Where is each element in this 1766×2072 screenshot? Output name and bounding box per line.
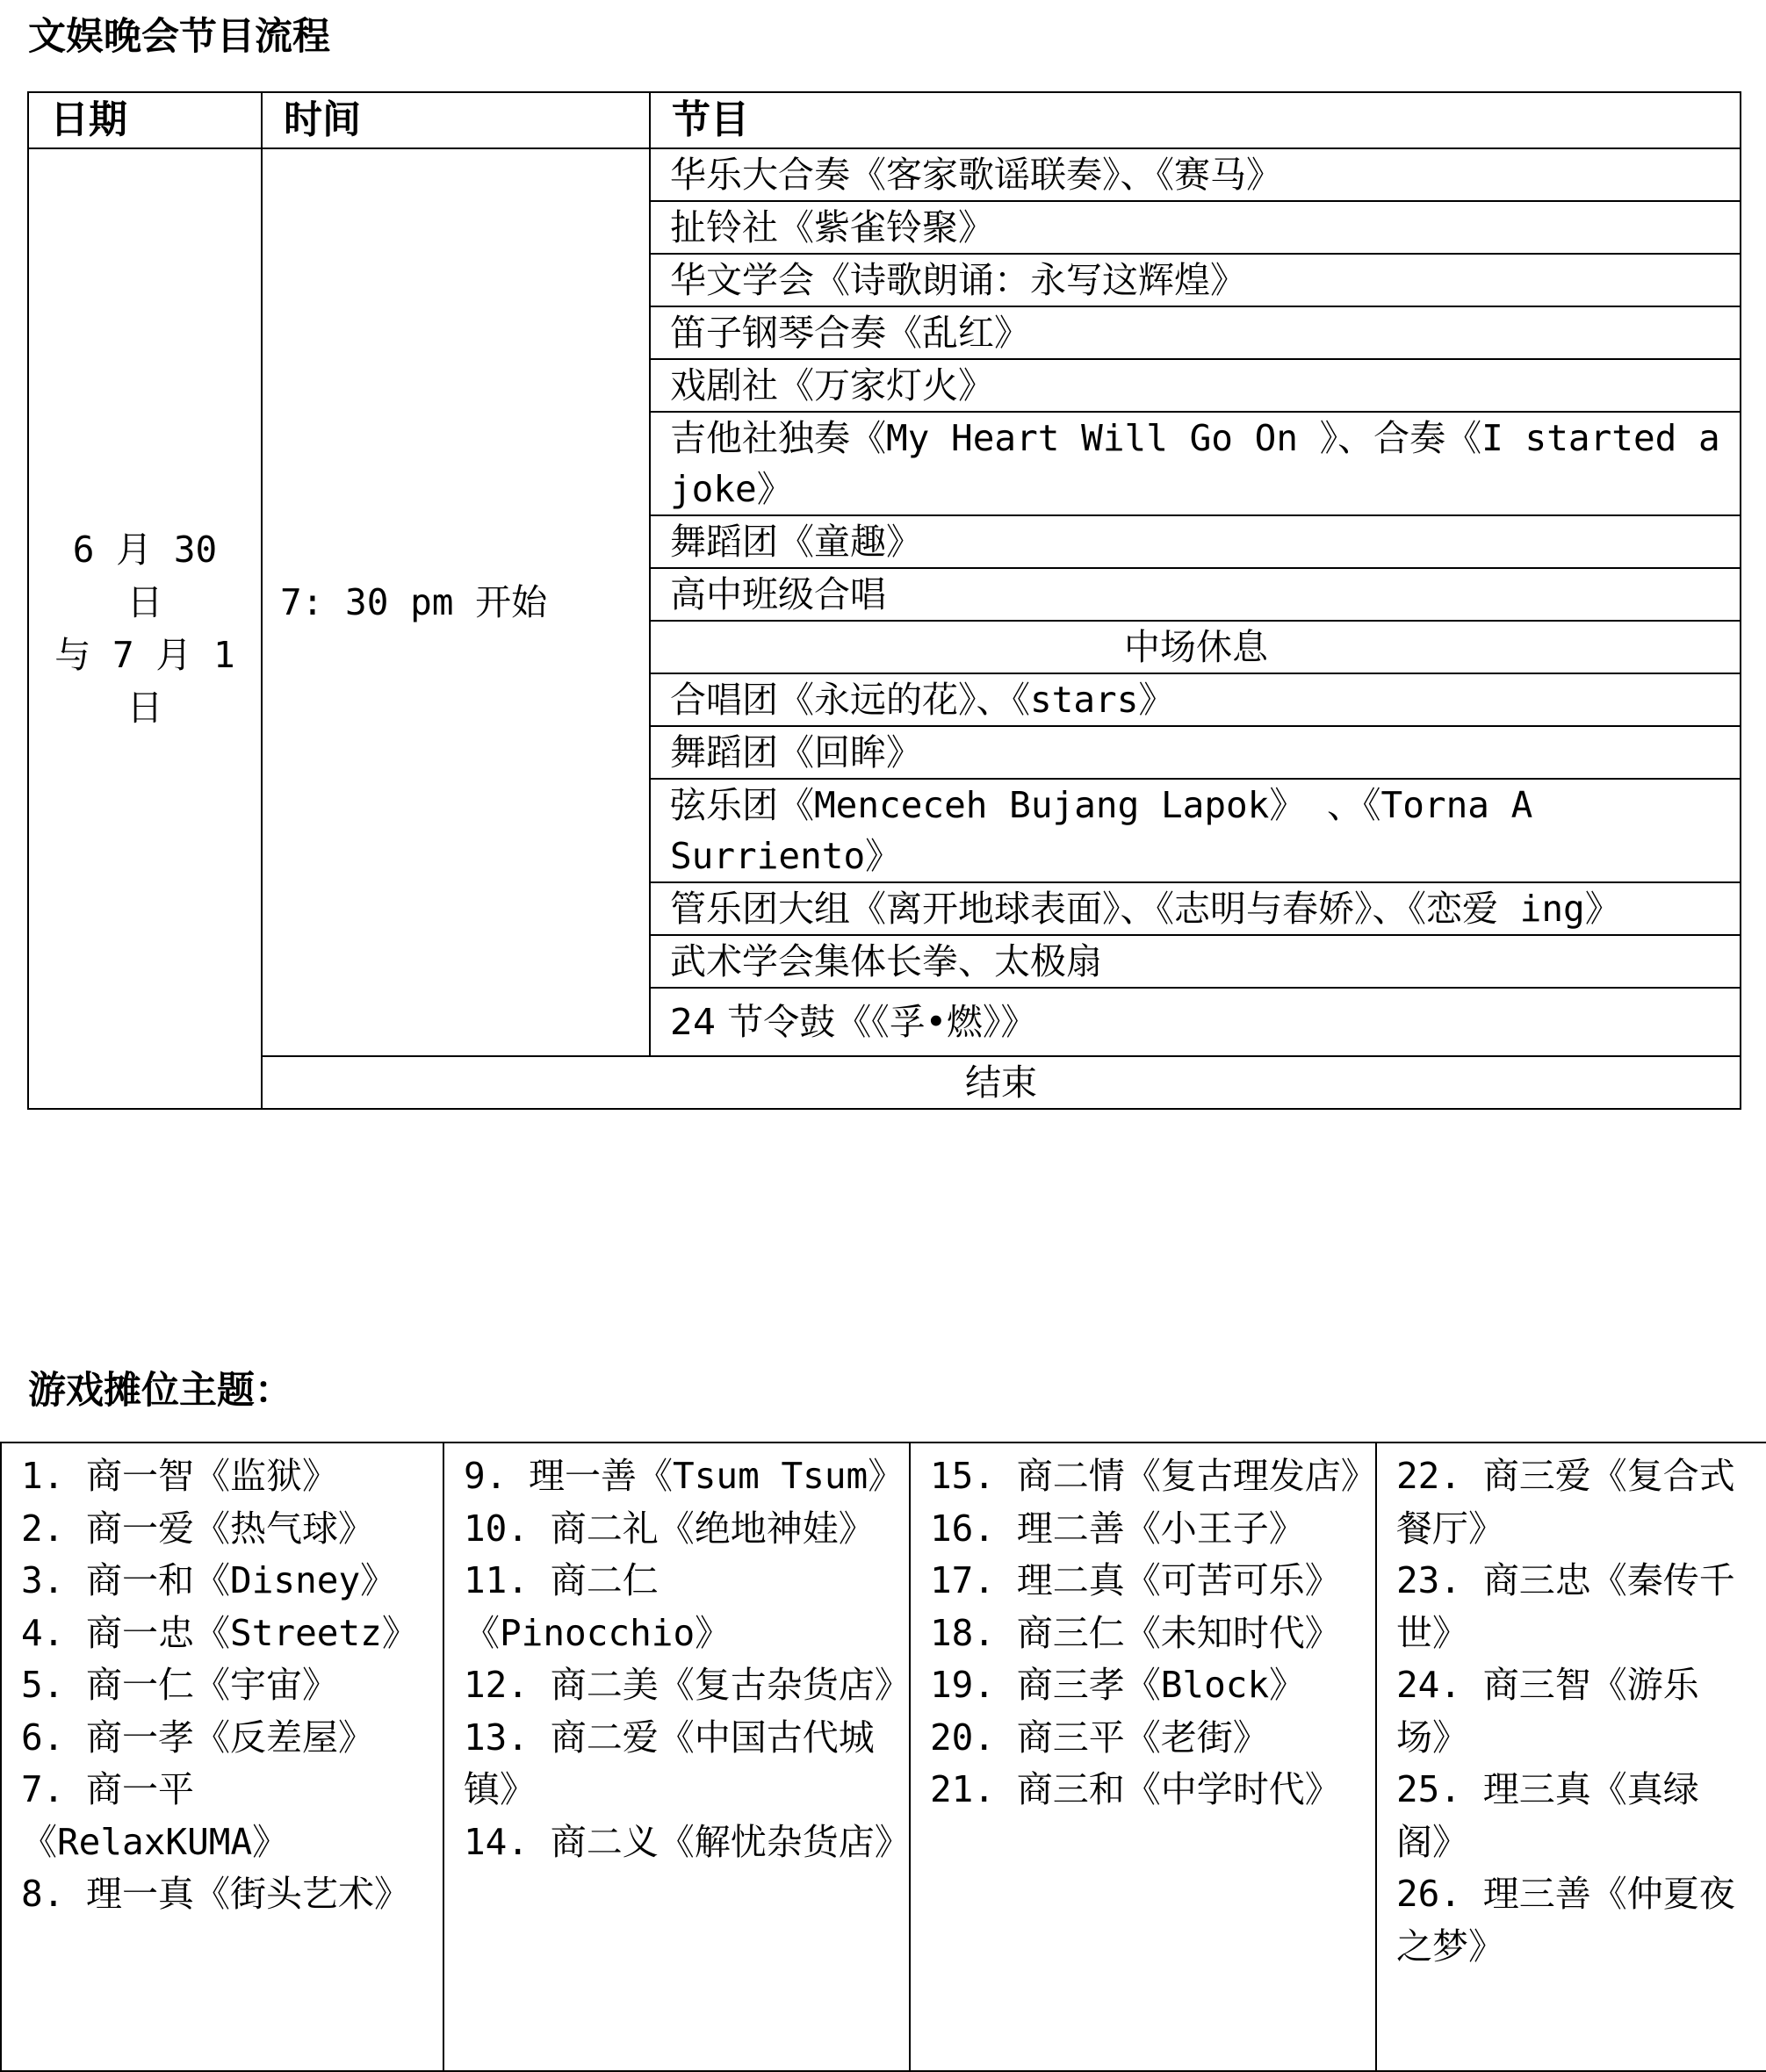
program-item: 武术学会集体长拳、太极扇 (650, 935, 1741, 988)
booth-item: 4. 商一忠《Streetz》 (21, 1611, 418, 1654)
date-cell (28, 148, 262, 1109)
date-line: 与 7 月 1 (54, 634, 235, 676)
booth-item: 3. 商一和《Disney》 (21, 1559, 397, 1601)
booth-item: 9. 理一善《Tsum Tsum》 (464, 1455, 905, 1497)
booth-item: 11. 商二仁《Pinocchio》 (464, 1559, 732, 1654)
games-heading: 游戏摊位主题： (28, 1369, 292, 1413)
booth-item: 14. 商二义《解忧杂货店》 (464, 1820, 911, 1863)
booth-item: 22. 商三爱《复合式餐厅》 (1396, 1455, 1735, 1550)
page-title: 文娱晚会节目流程 (28, 15, 330, 59)
booth-column-2 (443, 1442, 910, 2071)
program-item: 笛子钢琴合奏《乱红》 (650, 306, 1741, 359)
program-item: 舞蹈团《童趣》 (650, 515, 1741, 568)
date-line: 日 (126, 687, 163, 729)
booth-item: 26. 理三善《仲夏夜之梦》 (1396, 1873, 1735, 1968)
time-cell: 7: 30 pm 开始 (262, 148, 650, 1056)
booth-item: 1. 商一智《监狱》 (21, 1455, 339, 1497)
booth-item: 17. 理二真《可苦可乐》 (930, 1559, 1341, 1601)
booth-item: 15. 商二情《复古理发店》 (930, 1455, 1377, 1497)
booth-item: 16. 理二善《小王子》 (930, 1507, 1305, 1550)
program-row (28, 148, 1741, 201)
program-item: 合唱团《永远的花》、《stars》 (650, 673, 1741, 726)
booth-item: 10. 商二礼《绝地神娃》 (464, 1507, 875, 1550)
program-end-row (28, 1056, 1741, 1109)
program-header-row (28, 92, 1741, 148)
booth-item: 12. 商二美《复古杂货店》 (464, 1664, 911, 1706)
booth-table (0, 1442, 1766, 2072)
booth-item: 25. 理三真《真绿阁》 (1396, 1768, 1699, 1863)
program-item: 管乐团大组《离开地球表面》、《志明与春娇》、《恋爱 ing》 (650, 882, 1741, 935)
date-line: 6 月 30 日 (72, 529, 218, 623)
intermission: 中场休息 (650, 621, 1741, 673)
program-item: 华文学会《诗歌朗诵：永写这辉煌》 (650, 254, 1741, 306)
booth-item: 13. 商二爱《中国古代城镇》 (464, 1716, 875, 1810)
booth-column-3 (910, 1442, 1376, 2071)
header-program: 节目 (650, 92, 1741, 148)
booth-item: 20. 商三平《老街》 (930, 1716, 1269, 1759)
booth-item: 2. 商一爱《热气球》 (21, 1507, 375, 1550)
booth-item: 23. 商三忠《秦传千世》 (1396, 1559, 1735, 1654)
booth-item: 6. 商一孝《反差屋》 (21, 1716, 375, 1759)
header-time: 时间 (262, 92, 650, 148)
header-date: 日期 (28, 92, 262, 148)
booth-item: 21. 商三和《中学时代》 (930, 1768, 1341, 1810)
program-item: 高中班级合唱 (650, 568, 1741, 621)
booth-column-4 (1376, 1442, 1766, 2071)
booth-row (1, 1442, 1766, 2071)
program-item: 戏剧社《万家灯火》 (650, 359, 1741, 412)
program-table (27, 91, 1741, 1110)
booth-item: 19. 商三孝《Block》 (930, 1664, 1306, 1706)
program-item: 扯铃社《紫雀铃聚》 (650, 201, 1741, 254)
end-cell: 结束 (262, 1056, 1741, 1109)
booth-item: 8. 理一真《街头艺术》 (21, 1873, 411, 1915)
booth-item: 18. 商三仁《未知时代》 (930, 1611, 1341, 1654)
program-item: 舞蹈团《回眸》 (650, 726, 1741, 779)
booth-item: 24. 商三智《游乐场》 (1396, 1664, 1699, 1759)
booth-column-1 (1, 1442, 443, 2071)
program-item: 弦乐团《Menceceh Bujang Lapok》 、《Torna A Surriento》 (650, 779, 1741, 882)
program-item: 吉他社独奏《My Heart Will Go On 》、合奏《I started a joke》 (650, 412, 1741, 515)
booth-item: 7. 商一平《RelaxKUMA》 (21, 1768, 289, 1863)
program-item: 24 节令鼓《《孚•燃》》 (650, 988, 1741, 1056)
program-item: 华乐大合奏《客家歌谣联奏》、《赛马》 (650, 148, 1741, 201)
booth-item: 5. 商一仁《宇宙》 (21, 1664, 339, 1706)
